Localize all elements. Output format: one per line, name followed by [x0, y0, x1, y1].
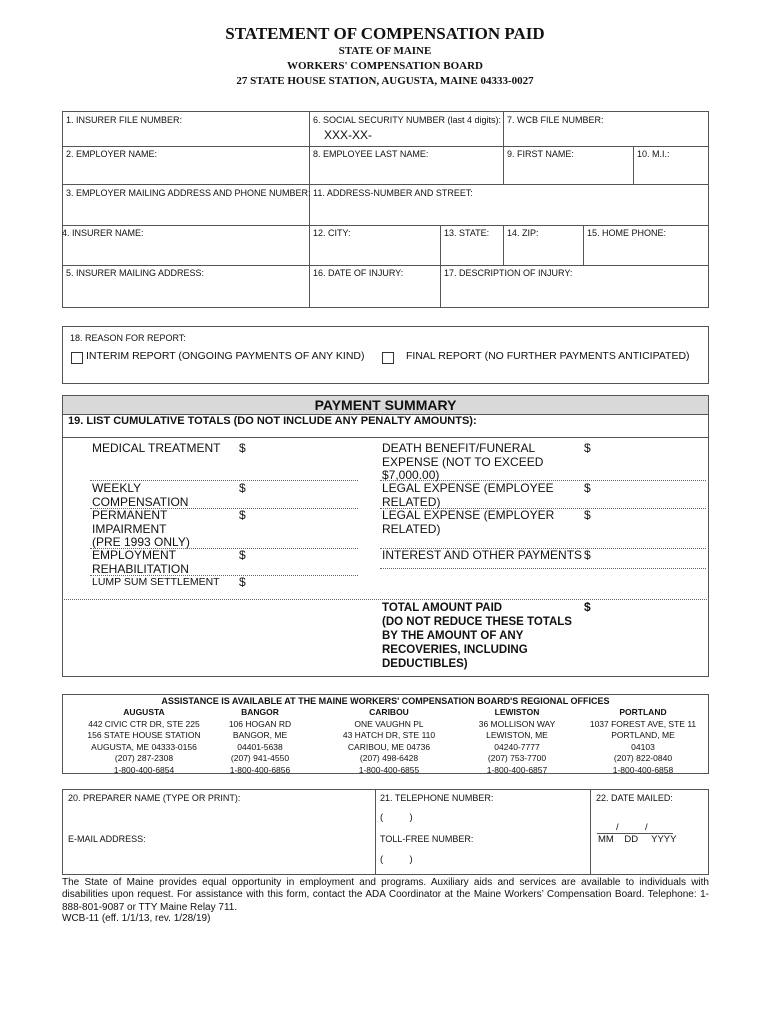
office-city: 04103	[631, 741, 655, 752]
page-title: STATEMENT OF COMPENSATION PAID	[225, 24, 545, 43]
employer-address-label: 3. EMPLOYER MAILING ADDRESS AND PHONE NUMBER:	[66, 188, 311, 198]
toll-free-number-field[interactable]: ( )	[380, 854, 413, 865]
office-phone: (207) 498-6428	[359, 753, 419, 763]
first-name-label: 9. FIRST NAME:	[507, 149, 574, 159]
wcb-file-number-label: 7. WCB FILE NUMBER:	[507, 115, 604, 125]
grid-divider	[62, 225, 709, 226]
city-label: 12. CITY:	[313, 228, 351, 238]
office-address: 43 HATCH DR, STE 110	[342, 730, 436, 740]
insurer-mailing-address-label: 5. INSURER MAILING ADDRESS:	[66, 268, 205, 278]
office-tollfree: 1-800-400-6854	[113, 764, 175, 775]
office-caribou	[324, 707, 454, 776]
total-amount-currency: $	[584, 600, 591, 614]
interest-other-currency: $	[584, 548, 591, 562]
preparer-name-label: 20. PREPARER NAME (TYPE OR PRINT):	[68, 793, 241, 803]
grid-divider	[583, 225, 584, 265]
office-augusta	[79, 707, 209, 776]
payment-summary-title: PAYMENT SUMMARY	[314, 397, 457, 413]
date-format-hint: MM DD YYYY	[598, 834, 677, 845]
payment-summary-instruction: 19. LIST CUMULATIVE TOTALS (DO NOT INCLUDE ANY PENALTY AMOUNTS):	[68, 415, 477, 427]
grid-divider	[62, 184, 709, 185]
grid-divider	[309, 111, 310, 308]
date-mailed-label: 22. DATE MAILED:	[596, 793, 673, 803]
grid-divider	[590, 789, 591, 875]
legal-expense-employer-currency: $	[584, 508, 591, 522]
office-address: 106 HOGAN RD	[228, 718, 292, 729]
zip-label: 14. ZIP:	[507, 228, 539, 238]
interim-report-checkbox[interactable]	[71, 352, 83, 364]
date-mailed-field[interactable]: / /	[616, 822, 648, 833]
toll-free-number-label: TOLL-FREE NUMBER:	[380, 834, 474, 844]
grid-divider	[503, 111, 504, 185]
claim-info-grid	[62, 111, 709, 308]
telephone-number-label: 21. TELEPHONE NUMBER:	[380, 793, 494, 803]
office-address: 1037 FOREST AVE, STE 11	[589, 718, 697, 729]
weekly-compensation-currency: $	[239, 481, 246, 495]
office-bangor	[195, 707, 325, 776]
equal-opportunity-notice: The State of Maine provides equal opportunity in employment and programs. Auxiliary aids and services are available to individuals with disabilities upon request. For assistance with this form, contact the ADA Coordinator at the Maine Workers’ Compensation Board. Telephone: 1-888-801-9087 or TTY Maine Relay 711.	[62, 877, 709, 913]
office-address: 442 CIVIC CTR DR, STE 225	[88, 718, 200, 729]
grid-divider	[633, 146, 634, 184]
weekly-compensation-label: WEEKLY COMPENSATION	[92, 481, 189, 509]
death-benefit-currency: $	[584, 441, 591, 455]
employment-rehabilitation-currency: $	[239, 548, 246, 562]
office-tollfree: 1-800-400-6855	[358, 764, 420, 775]
ssn-label: 6. SOCIAL SECURITY NUMBER (last 4 digits):	[313, 115, 502, 125]
header-board: WORKERS' COMPENSATION BOARD	[287, 60, 483, 72]
date-of-injury-label: 16. DATE OF INJURY:	[313, 268, 404, 278]
medical-treatment-currency: $	[239, 441, 246, 455]
office-name: PORTLAND	[619, 707, 667, 717]
office-city: 04240-7777	[494, 741, 540, 752]
office-phone: (207) 822-0840	[613, 753, 673, 763]
grid-divider	[62, 146, 709, 147]
final-report-label: FINAL REPORT (NO FURTHER PAYMENTS ANTICIPATED)	[406, 350, 690, 362]
total-divider	[62, 599, 709, 600]
office-city: AUGUSTA, ME 04333-0156	[91, 741, 197, 752]
home-phone-label: 15. HOME PHONE:	[587, 228, 667, 238]
medical-treatment-label: MEDICAL TREATMENT	[92, 441, 221, 455]
state-label: 13. STATE:	[444, 228, 490, 238]
office-address: 156 STATE HOUSE STATION	[87, 730, 201, 740]
interim-report-label: INTERIM REPORT (ONGOING PAYMENTS OF ANY KIND)	[86, 350, 365, 362]
form-id: WCB-11 (eff. 1/1/13, rev. 1/28/19)	[62, 913, 211, 924]
office-tollfree: 1-800-400-6857	[486, 764, 548, 775]
section-divider	[62, 437, 709, 438]
employer-name-label: 2. EMPLOYER NAME:	[66, 149, 158, 159]
employee-address-label: 11. ADDRESS-NUMBER AND STREET:	[313, 188, 473, 198]
grid-divider	[62, 265, 709, 266]
office-name: CARIBOU	[369, 707, 409, 717]
lump-sum-settlement-currency: $	[239, 575, 246, 589]
legal-expense-employee-label: LEGAL EXPENSE (EMPLOYEE RELATED)	[382, 481, 554, 509]
grid-divider	[440, 225, 441, 308]
office-tollfree: 1-800-400-6856	[229, 764, 291, 775]
header-address: 27 STATE HOUSE STATION, AUGUSTA, MAINE 04333-0027	[236, 75, 534, 87]
office-city: CARIBOU, ME 04736	[347, 741, 431, 752]
office-address: LEWISTON, ME	[486, 730, 548, 740]
middle-initial-label: 10. M.I.:	[637, 149, 670, 159]
office-tollfree: 1-800-400-6858	[612, 764, 674, 775]
office-phone: (207) 287-2308	[114, 753, 174, 763]
total-amount-label: TOTAL AMOUNT PAID (DO NOT REDUCE THESE TOTALS BY THE AMOUNT OF ANY RECOVERIES, INCLUDING DEDUCTIBLES)	[382, 602, 572, 670]
email-label: E-MAIL ADDRESS:	[68, 834, 146, 844]
office-phone: (207) 941-4550	[230, 753, 290, 763]
office-name: LEWISTON	[494, 707, 540, 717]
regional-offices-title: ASSISTANCE IS AVAILABLE AT THE MAINE WORKERS' COMPENSATION BOARD'S REGIONAL OFFICES	[161, 696, 610, 706]
legal-expense-employee-currency: $	[584, 481, 591, 495]
office-name: BANGOR	[241, 707, 279, 717]
permanent-impairment-currency: $	[239, 508, 246, 522]
insurer-name-label: 4. INSURER NAME:	[62, 228, 144, 238]
legal-expense-employer-label: LEGAL EXPENSE (EMPLOYER RELATED)	[382, 508, 555, 536]
description-of-injury-label: 17. DESCRIPTION OF INJURY:	[444, 268, 573, 278]
office-portland	[578, 707, 708, 776]
office-address: ONE VAUGHN PL	[354, 718, 424, 729]
ssn-field[interactable]: XXX-XX-	[324, 128, 373, 142]
death-benefit-label: DEATH BENEFIT/FUNERAL EXPENSE (NOT TO EXCEED $7,000.00)	[382, 441, 544, 482]
entry-line	[380, 568, 706, 569]
office-lewiston	[452, 707, 582, 776]
office-address: PORTLAND, ME	[611, 730, 675, 740]
permanent-impairment-label: PERMANENT IMPAIRMENT (PRE 1993 ONLY)	[92, 508, 190, 549]
employment-rehabilitation-label: EMPLOYMENT REHABILITATION	[92, 548, 189, 576]
employee-last-name-label: 8. EMPLOYEE LAST NAME:	[313, 149, 429, 159]
office-city: 04401-5638	[237, 741, 283, 752]
grid-divider	[503, 225, 504, 265]
office-name: AUGUSTA	[123, 707, 165, 717]
reason-label: 18. REASON FOR REPORT:	[70, 333, 186, 343]
interest-other-label: INTEREST AND OTHER PAYMENTS	[382, 548, 583, 562]
telephone-field[interactable]: ( )	[380, 812, 413, 823]
grid-divider	[375, 789, 376, 875]
lump-sum-settlement-label: LUMP SUM SETTLEMENT	[92, 576, 220, 588]
header-state: STATE OF MAINE	[338, 45, 432, 57]
office-phone: (207) 753-7700	[487, 753, 547, 763]
office-address: 36 MOLLISON WAY	[478, 718, 556, 729]
insurer-file-number-label: 1. INSURER FILE NUMBER:	[66, 115, 183, 125]
office-address: BANGOR, ME	[232, 730, 288, 740]
final-report-checkbox[interactable]	[382, 352, 394, 364]
